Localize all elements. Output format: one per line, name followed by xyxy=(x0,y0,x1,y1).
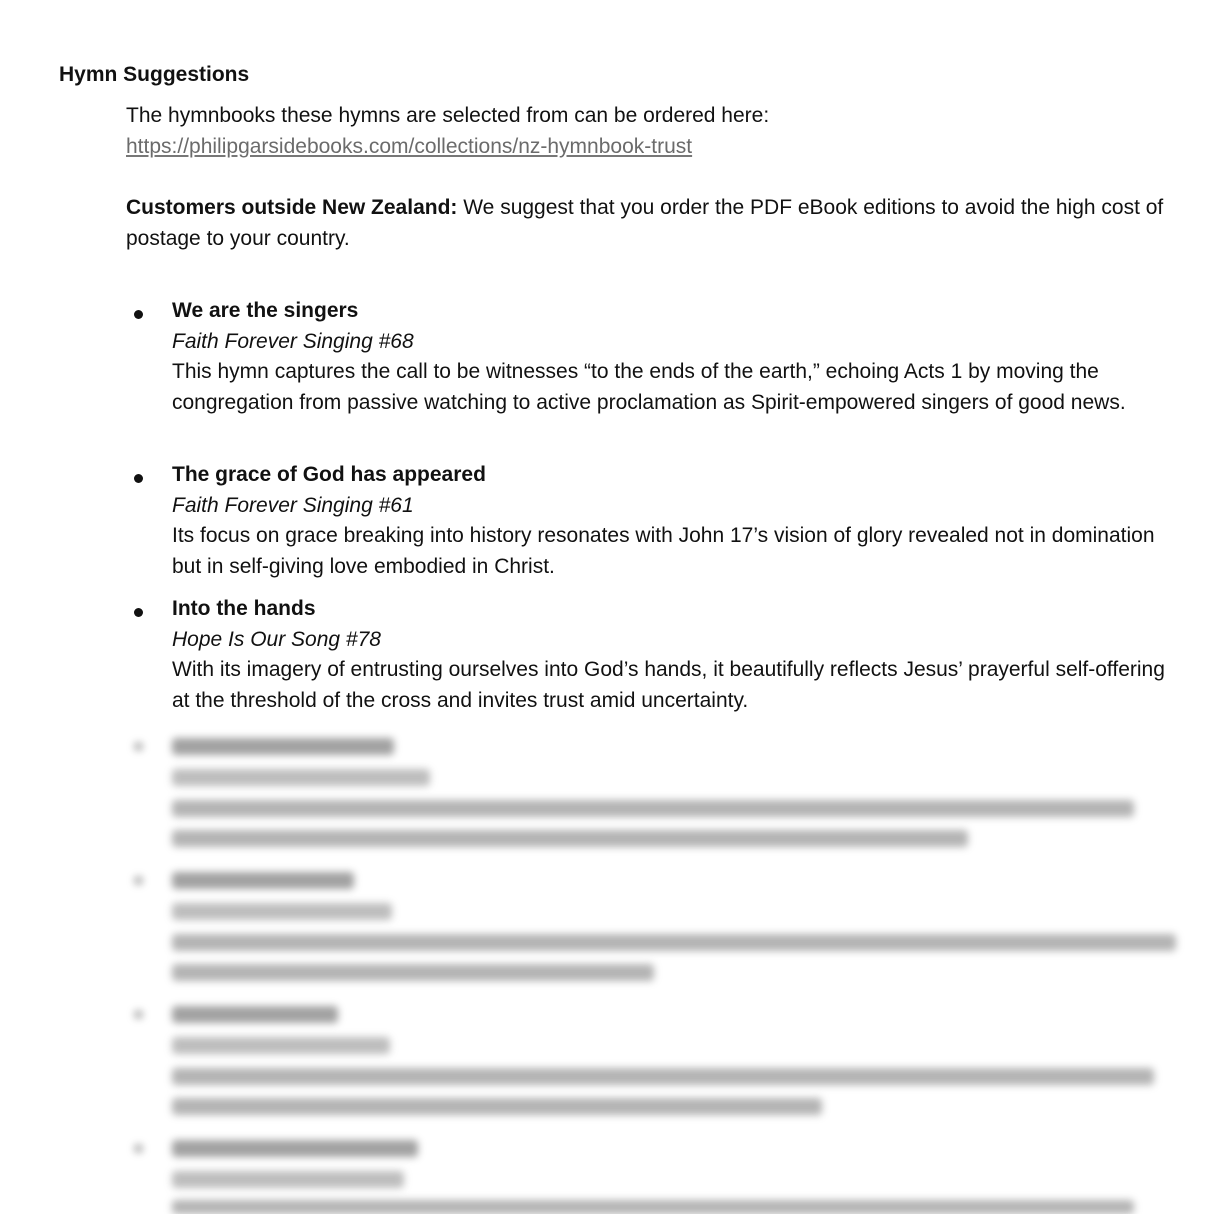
hymn-source: Hope Is Our Song #78 xyxy=(172,627,381,651)
hymn-description: This hymn captures the call to be witnesses “to the ends of the earth,” echoing Acts 1 by moving the congregation from passive watching to active proclamation as Spirit-empowered singers of good news. xyxy=(172,360,1126,414)
notice-label: Customers outside New Zealand: xyxy=(126,196,458,219)
hymn-title: We are the singers xyxy=(172,299,359,322)
bullet-icon xyxy=(134,876,143,885)
intro-text: The hymnbooks these hymns are selected from can be ordered here: xyxy=(126,104,770,127)
notice-text: We suggest that you order the PDF eBook editions to avoid the high cost of postage to your country. xyxy=(126,196,1164,250)
blurred-text-block xyxy=(172,866,1182,984)
hymn-source: Faith Forever Singing #61 xyxy=(172,493,414,517)
blurred-text-block xyxy=(172,732,1162,850)
hymn-body xyxy=(172,460,1172,582)
bullet-icon xyxy=(134,474,143,483)
bullet-icon xyxy=(134,1144,143,1153)
order-link[interactable]: https://philipgarsidebooks.com/collections/nz-hymnbook-trust xyxy=(126,134,693,158)
hymn-description: Its focus on grace breaking into history resonates with John 17’s vision of glory revealed not in domination but in self-giving love embodied in Christ. xyxy=(172,524,1155,578)
hymn-title: The grace of God has appeared xyxy=(172,463,486,486)
page-title: Hymn Suggestions xyxy=(59,63,250,86)
hymn-source: Faith Forever Singing #68 xyxy=(172,329,414,353)
bullet-icon xyxy=(134,742,143,751)
blurred-text-block xyxy=(172,1000,1162,1118)
customer-notice xyxy=(126,192,1186,254)
bullet-icon xyxy=(134,1010,143,1019)
hymn-body xyxy=(172,296,1172,418)
bullet-icon xyxy=(134,310,143,319)
blurred-text-block xyxy=(172,1134,1162,1214)
hymn-body xyxy=(172,594,1172,716)
hymn-description: With its imagery of entrusting ourselves into God’s hands, it beautifully reflects Jesus’ prayerful self-offering at the threshold of the cross and invites trust amid uncertainty. xyxy=(172,658,1165,712)
bullet-icon xyxy=(134,608,143,617)
hymn-title: Into the hands xyxy=(172,597,316,620)
intro-paragraph xyxy=(126,101,1186,162)
